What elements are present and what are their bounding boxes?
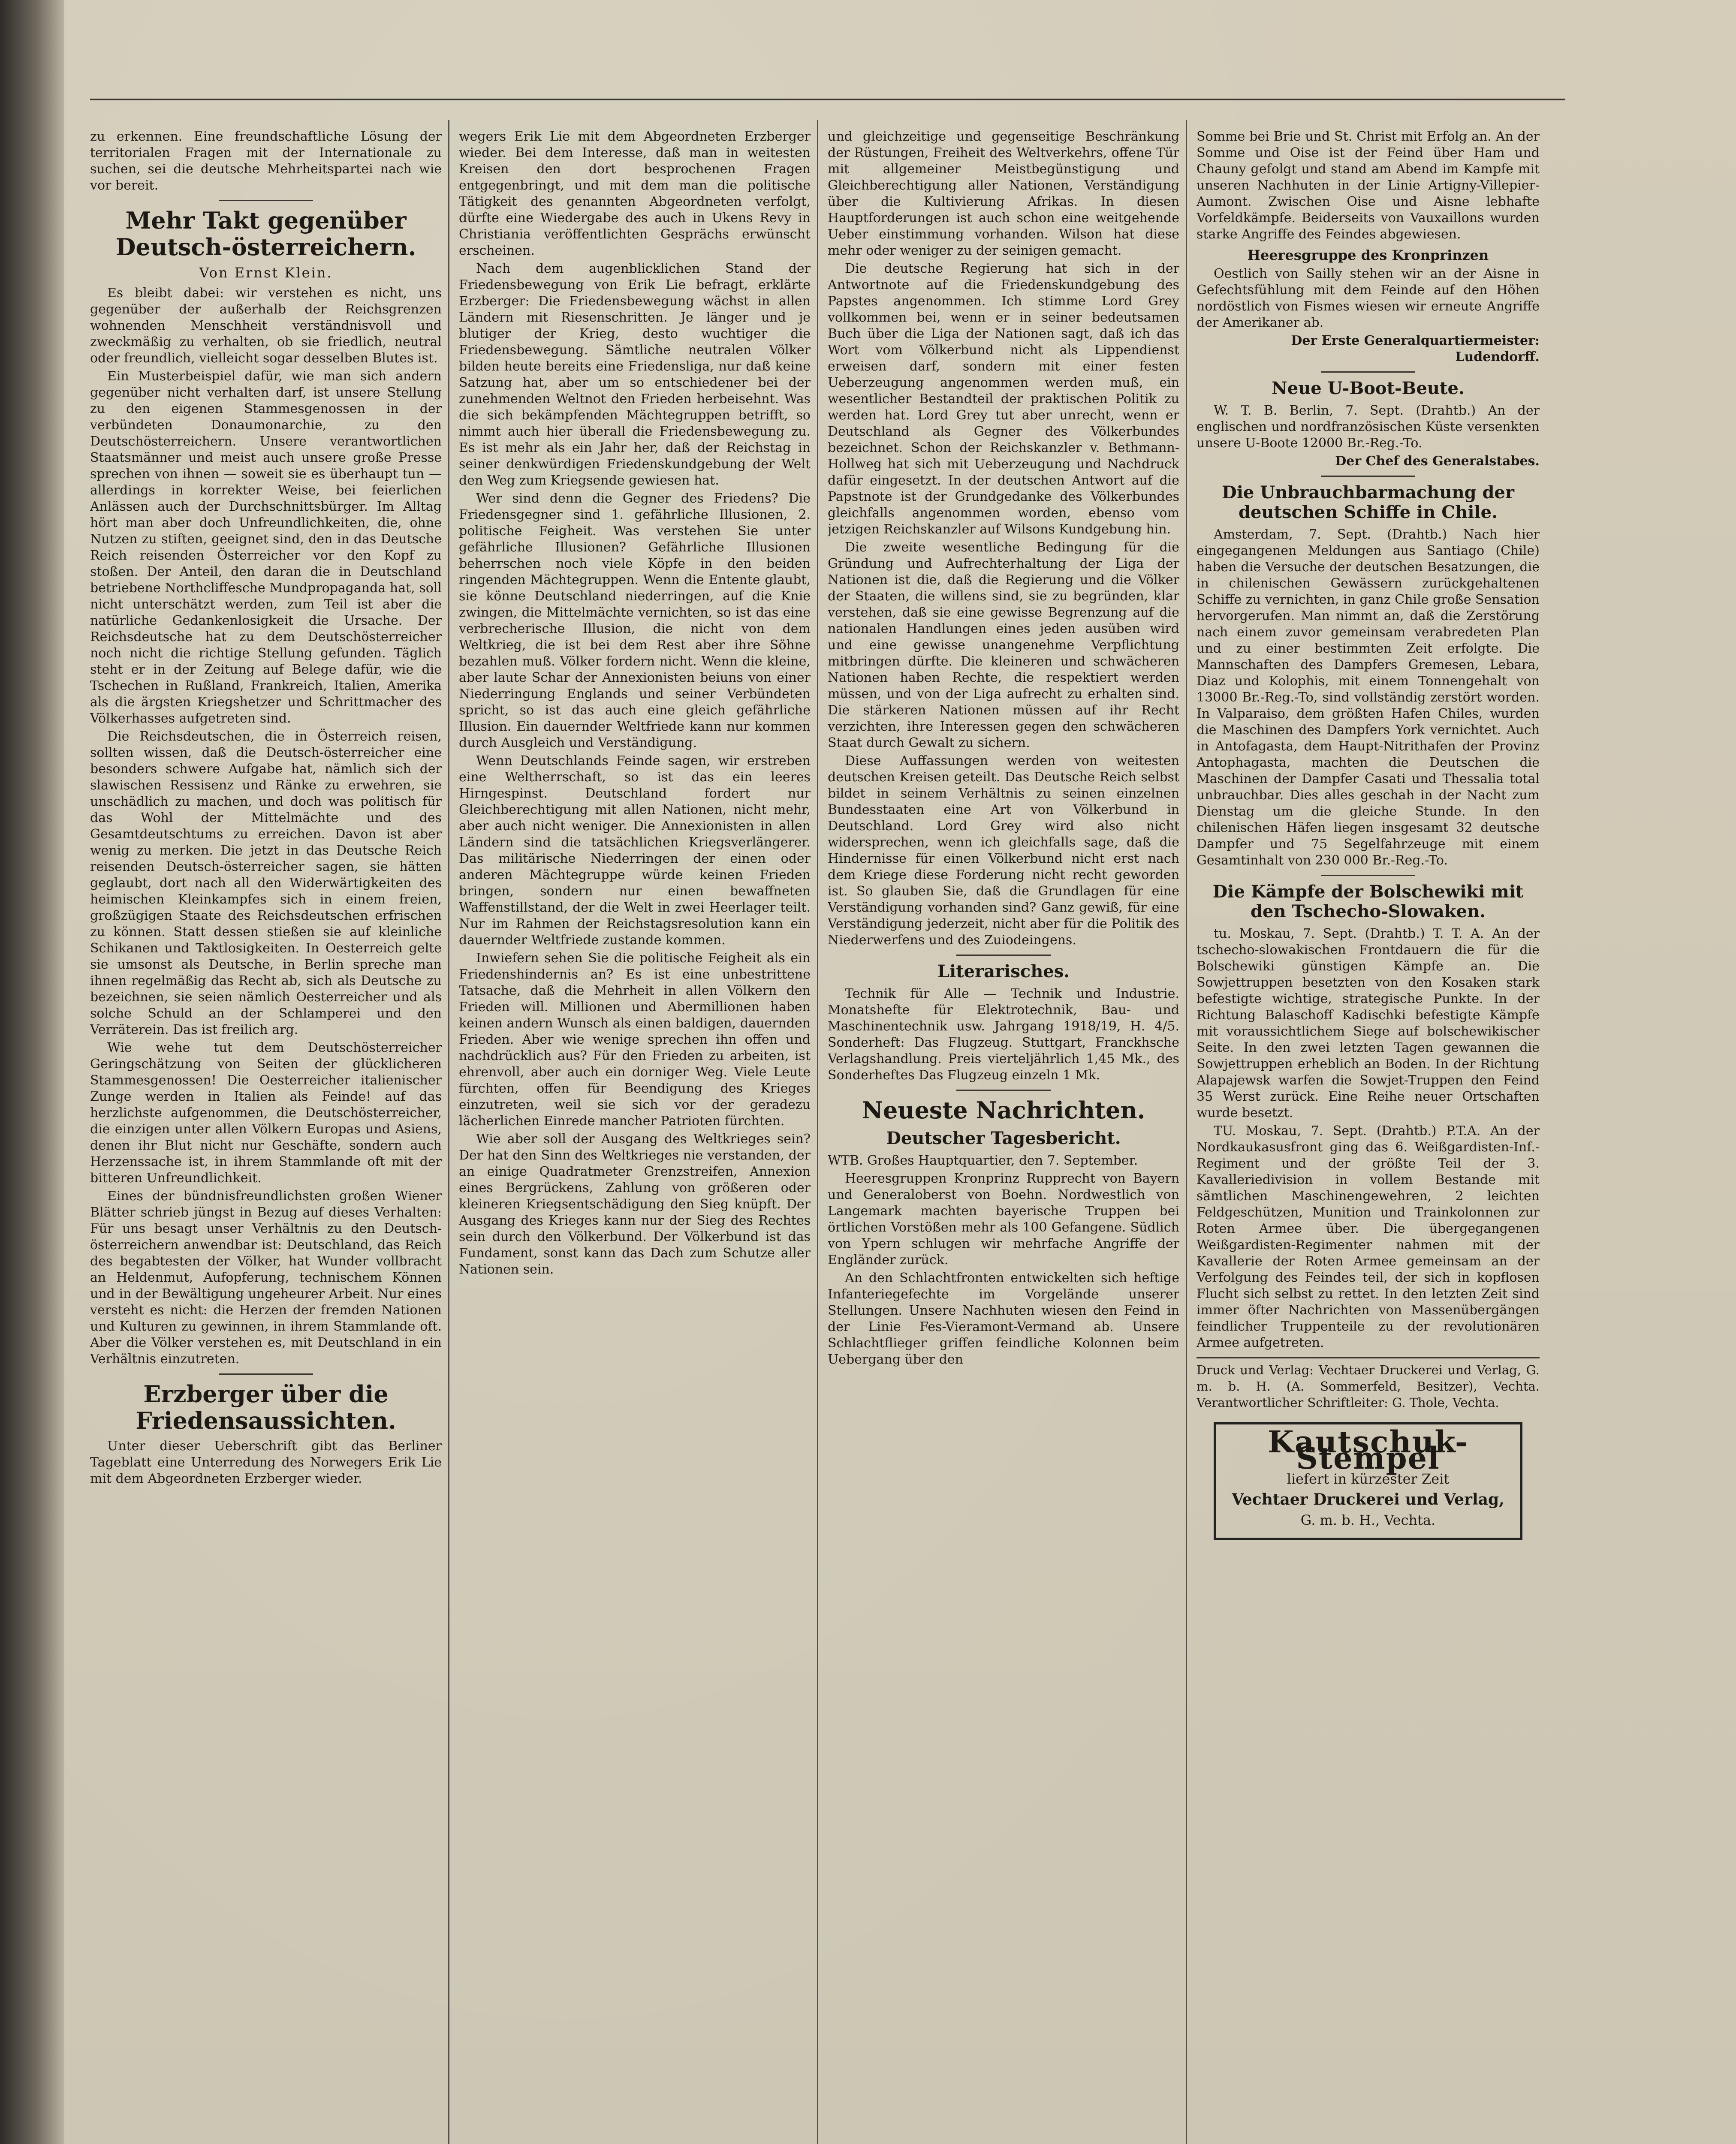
binding-fold xyxy=(0,0,64,2144)
paragraph: Heeresgruppen Kronprinz Rupprecht von Bayern und Generaloberst von Boehn. Nordwestlich von Langemark machten bayerische Truppen bei örtlichen Vorstößen mehr als 100 Gefangene. Südlich von Ypern schlugen wir mehrfache Angriffe der Engländer zurück. xyxy=(828,1171,1179,1268)
paragraph: Die deutsche Regierung hat sich in der Antwortnote auf die Friedenskundgebung des Papstes angenommen. Ich stimme Lord Grey vollkommen bei, wenn er in seiner bedeutsamen Buch über die Liga der Nationen sagt, daß ich das Wort vom Völkerbund nicht als Lippendienst erweisen darf, sondern mit einer festen Ueberzeugung angenommen werden muß, ein wesentlicher Bestandteil der praktischen Politik zu werden hat. Lord Grey tut aber unrecht, wenn er Deutschland als Gegner des Völkerbundes bezeichnet. Schon der Reichskanzler v. Bethmann-Hollweg hat sich mit Ueberzeugung und Nachdruck dafür eingesetzt. In der deutschen Antwort auf die Papstnote ist der Grundgedanke des Völkerbundes gleichfalls angenommen worden, ebenso vom jetzigen Reichskanzler auf Wilsons Kundgebung hin. xyxy=(828,261,1179,537)
paragraph: Amsterdam, 7. Sept. (Drahtb.) Nach hier eingegangenen Meldungen aus Santiago (Chile) haben die Versuche der deutschen Besatzungen, die in chilenischen Gewässern zurückgehaltenen Schiffe zu vernichten, in ganz Chile große Sensation hervorgerufen. Man nimmt an, daß die Zerstörung nach einem zuvor gemeinsam verabredeten Plan und zu einer bestimmten Zeit erfolgte. Die Mannschaften des Dampfers Gremesen, Lebara, Diaz und Kolophis, mit einem Tonnengehalt von 13000 Br.-Reg.-To, sind vollständig zerstört worden. In Valparaiso, dem größten Hafen Chiles, wurden die Maschinen des Dampfers York vernichtet. Auch in Antofagasta, dem Haupt-Nitrithafen der Provinz Antophagasta, machten die Deutschen die Maschinen der Dampfer Casati und Thessalia total unbrauchbar. Dies alles geschah in der Nacht zum Dienstag um die gleiche Stunde. In den chilenischen Häfen liegen insgesamt 32 deutsche Dampfer und 75 Segelfahrzeuge mit einem Gesamtinhalt von 230 000 Br.-Reg.-To. xyxy=(1197,527,1540,868)
divider xyxy=(1321,476,1415,477)
paragraph: Somme bei Brie und St. Christ mit Erfolg an. An der Somme und Oise ist der Feind über Ham und Chauny gefolgt und stand am Abend im Kampfe mit unseren Nachhuten in der Linie Artigny-Villepier-Aumont. Zwischen Oise und Aisne lebhafte Vorfeldkämpfe. Beiderseits von Vauxaillons wurden starke Angriffe des Feindes abgewiesen. xyxy=(1197,129,1540,242)
paragraph: Eines der bündnisfreundlichsten großen Wiener Blätter schrieb jüngst in Bezug auf dieses Verhalten: Für uns besagt unser Verhältnis zu den Deutsch-österreichern anwendbar ist: Deutschland, das Reich des begabtesten der Völker, hat Wunder vollbracht an Heldenmut, Aufopferung, technischem Können und in der Bewältigung ungeheurer Arbeit. Nur eines versteht es nicht: die Herzen der fremden Nationen und Kulturen zu gewinnen, in ihrem Stammlande oft. Aber die Völker verstehen es, mit Deutschland in ein Verhältnis einzutreten. xyxy=(90,1189,442,1367)
news-heading: Neueste Nachrichten. xyxy=(862,1096,1145,1124)
column-2 xyxy=(459,129,811,2144)
column-rule xyxy=(1186,120,1187,2144)
divider xyxy=(1321,875,1415,876)
news-dateline: WTB. Großes Hauptquartier, den 7. September. xyxy=(828,1153,1138,1168)
paragraph: Wie aber soll der Ausgang des Weltkrieges sein? Der hat den Sinn des Weltkrieges nie verstanden, der an einige Quadratmeter Grenzstreifen, Annexion eines Bergrückens, Zahlung von größeren oder kleineren Kriegsentschädigung den Sieg knüpft. Der Ausgang des Krieges kann nur der Sieg des Rechtes sein durch den Völkerbund. Der Völkerbund ist das Fundament, sonst kann das Dach zum Schutze aller Nationen sein. xyxy=(459,1132,811,1277)
divider xyxy=(219,1373,313,1375)
column-1 xyxy=(90,129,442,2144)
column-rule xyxy=(448,120,449,2144)
byline: Von Ernst Klein. xyxy=(199,265,333,281)
paragraph: W. T. B. Berlin, 7. Sept. (Drahtb.) An der englischen und nordfranzösischen Küste versenkten unsere U-Boote 12000 Br.-Reg.-To. xyxy=(1197,403,1540,451)
advertisement-box xyxy=(1214,1422,1522,1540)
paragraph: und gleichzeitige und gegenseitige Beschränkung der Rüstungen, Freiheit des Weltverkehrs, offene Tür mit allgemeiner Meistbegünstigung und Gleichberechtigung aller Nationen, Verständigung über die Kultivierung Afrikas. In diesen Hauptforderungen ist auch schon eine weitgehende Ueber einstimmung vorhanden. Wilson hat diese mehr oder weniger zu der seinigen gemacht. xyxy=(828,129,1179,258)
paragraph: Diese Auffassungen werden von weitesten deutschen Kreisen geteilt. Das Deutsche Reich selbst bildet in seinem Verhältnis zu seinen einzelnen Bundesstaaten eine Art von Völkerbund in Deutschland. Lord Grey wird also nicht widersprechen, wenn ich gleichfalls sage, daß die Hindernisse für einen Völkerbund nicht erst nach dem Kriege diese Forderung nicht recht geworden ist. So glauben Sie, daß die Grundlagen für eine Verständigung vorhanden sind? Ganz gewiß, für eine Verständigung jederzeit, nicht aber für die Politik des Niederwerfens und des Zuiodeingens. xyxy=(828,753,1179,948)
paragraph: wegers Erik Lie mit dem Abgeordneten Erzberger wieder. Bei dem Interesse, daß man in weitesten Kreisen den dort besprochenen Fragen entgegenbringt, und mit dem man die politische Tätigkeit des genannten Abgeordneten verfolgt, dürfte eine Wiedergabe des auch in Ukens Revy in Christiania veröffentlichten Gesprächs erwünscht erscheinen. xyxy=(459,129,811,258)
signature-ludendorff: Der Erste Generalquartiermeister: Ludendorff. xyxy=(1291,333,1540,364)
article-heading-uboot: Neue U-Boot-Beute. xyxy=(1272,378,1465,398)
paragraph: Wenn Deutschlands Feinde sagen, wir erstreben eine Weltherrschaft, so ist das ein leeres Hirngespinst. Deutschland fordert nur Gleichberechtigung mit allen Nationen, nicht mehr, aber auch nicht weniger. Die Annexionisten in allen Ländern sind die tatsächlichen Kriegsverlängerer. Das militärische Niederringen der einen oder anderen Mächtegruppe würde keinen Frieden bringen, sondern nur einen bewaffneten Waffenstillstand, der die Welt in zwei Heerlager teilt. Nur im Rahmen der Reichstagsresolution kann ein dauernder Weltfriede zustande kommen. xyxy=(459,753,811,948)
literature-text: Technik für Alle — Technik und Industrie. Monatshefte für Elektrotechnik, Bau- und Maschinentechnik usw. Jahrgang 1918/19, H. 4/5. Sonderheft: Das Flugzeug. Stuttgart, Franckhsche Verlagshandlung. Preis vierteljährlich 1,45 Mk., des Sonderheftes Das Flugzeug einzeln 1 Mk. xyxy=(828,986,1179,1083)
divider xyxy=(956,955,1051,956)
divider xyxy=(219,200,313,201)
column-3 xyxy=(828,129,1179,2144)
divider xyxy=(956,1090,1051,1091)
paragraph: TU. Moskau, 7. Sept. (Drahtb.) P.T.A. An der Nordkaukasusfront ging das 6. Weißgardisten-Inf.-Regiment und der größte Teil der 3. Kavalleriedivision in vollem Bestande mit sämtlichen Maschinengewehren, 2 leichten Feldgeschützen, Munition und Trainkolonnen zur Roten Armee über. Die übergegangenen Weißgardisten-Regimenter nahmen mit der Kavallerie der Roten Armee gemeinsam an der Verfolgung des Feindes teil, der sich in kopflosen Flucht sich selbst zu rettet. In den letzten Zeit sind immer öfter Nachrichten von Massenübergängen feindlicher Truppenteile zu der revolutionären Armee aufgetreten. xyxy=(1197,1123,1540,1350)
ad-line: liefert in kürzester Zeit xyxy=(1287,1471,1450,1487)
ad-title: Kautschuk-Stempel xyxy=(1268,1424,1468,1476)
literature-heading: Literarisches. xyxy=(937,961,1070,982)
paragraph: An den Schlachtfronten entwickelten sich heftige Infanteriegefechte im Vorgelände unserer Stellungen. Unsere Nachhuten wiesen den Feind in der Linie Fes-Vieramont-Vermand ab. Unsere Schlachtflieger griffen feindliche Kolonnen beim Uebergang über den xyxy=(828,1271,1179,1367)
article-heading-chile: Die Unbrauchbarmachung der deutschen Schiffe in Chile. xyxy=(1222,482,1514,522)
paragraph: Ein Musterbeispiel dafür, wie man sich andern gegenüber nicht verhalten darf, ist unsere Stellung zu den eigenen Stammesgenossen in der verbündeten Donaumonarchie, zu den Deutschösterreichern. Unsere verantwortlichen Staatsmänner und meist auch unsere große Presse sprechen von ihnen — soweit sie es überhaupt tun — allerdings in korrekter Weise, bei feierlichen Anlässen auch der Durchschnittsbürger. Im Alltag hört man aber doch Unfreundlichkeiten, die, ohne Nutzen zu stiften, geeignet sind, den in das Deutsche Reich reisenden Österreicher vor den Kopf zu stoßen. Der Anteil, den daran die in Deutschland betriebene Northcliffesche Mundpropaganda hat, soll nicht unterschätzt werden, zum Teil ist aber die natürliche Gedankenlosigkeit die Ursache. Der Reichsdeutsche hat zu dem Deutschösterreicher noch nicht die richtige Stellung gefunden. Täglich steht er in der Zeitung auf Belege dafür, wie die Tschechen in Rußland, Frankreich, Italien, Amerika als die ärgsten Kriegshetzer und Schrittmacher des Völkerhasses aufgetreten sind. xyxy=(90,369,442,726)
article-heading-erzberger: Erzberger über die Friedensaussichten. xyxy=(136,1380,396,1435)
column-4 xyxy=(1197,129,1540,2144)
article-heading-takt: Mehr Takt gegenüber Deutsch-österreichern. xyxy=(115,207,416,261)
article-heading-bolschewiki: Die Kämpfe der Bolschewiki mit den Tschecho-Slowaken. xyxy=(1212,882,1524,921)
news-subheading: Deutscher Tagesbericht. xyxy=(886,1128,1121,1149)
paragraph: Wer sind denn die Gegner des Friedens? Die Friedensgegner sind 1. gefährliche Illusionen, 2. politische Feigheit. Was verstehen Sie unter gefährliche Illusionen? Gefährliche Illusionen beherrschen noch viele Köpfe in den beiden ringenden Mächtegruppen. Wenn die Entente glaubt, sie könne Deutschland niederringen, auf die Knie zwingen, die Mittelmächte vernichten, so ist das eine verbrecherische Illusion, die nicht von dem Weltkrieg, die ist bei dem Rest aber ihre Söhne bezahlen muß. Völker fordern nicht. Wenn die kleine, aber laute Schar der Annexionisten beiuns von einer Niederringung Englands und seiner Verbündeten spricht, so ist das auch eine gleich gefährliche Illusion. Ein dauernder Weltfriede kann nur kommen durch Ausgleich und Verständigung. xyxy=(459,491,811,750)
ad-line: Vechtaer Druckerei und Verlag, xyxy=(1232,1491,1504,1509)
ad-line: G. m. b. H., Vechta. xyxy=(1300,1512,1436,1528)
paragraph: Unter dieser Ueberschrift gibt das Berliner Tageblatt eine Unterredung des Norwegers Erik Lie mit dem Abgeordneten Erzberger wieder. xyxy=(90,1439,442,1487)
signature-generalstab: Der Chef des Generalstabes. xyxy=(1335,454,1540,469)
paragraph: Die Reichsdeutschen, die in Österreich reisen, sollten wissen, daß die Deutsch-österreicher eine besonders schwere Aufgabe hat, nämlich sich der slawischen Ressisenz und Ränke zu erwehren, sie unschädlich zu machen, und doch was politisch für das Wohl der Mittelmächte und des Gesamtdeutschtums zu erreichen. Davon ist aber wenig zu merken. Die jetzt in das Deutsche Reich reisenden Deutsch-österreicher sagen, sie hätten geglaubt, dort nach all den Widerwärtigkeiten des heimischen Kleinkampfes sich in einem freien, großzügigen Staate des Reichsdeutschen erfrischen zu können. Statt dessen stießen sie auf kleinliche Schikanen und Taktlosigkeiten. In Oesterreich gelte sie umsonst als Deutsche, in Berlin spreche man ihnen regelmäßig das Recht ab, sich als Deutsche zu bezeichnen, sie seien nämlich Oesterreicher und als solche Schuld an der Schlamperei und den Verräterein. Das ist freilich arg. xyxy=(90,729,442,1038)
paragraph: Inwiefern sehen Sie die politische Feigheit als ein Friedenshindernis an? Es ist eine unbestrittene Tatsache, daß die Mehrheit in allen Völkern den Frieden will. Millionen und Abermillionen haben keinen andern Wunsch als einen baldigen, dauernden Frieden. Aber wie wenige sprechen ihn offen und nachdrücklich aus? Für den Frieden zu arbeiten, ist ehrenvoll, aber auch ein dorniger Weg. Viele Leute fürchten, offen für Beendigung des Krieges einzutreten, weil sie sich vor der geradezu lächerlichen Einrede mancher Patrioten fürchten. xyxy=(459,951,811,1129)
paragraph: Nach dem augenblicklichen Stand der Friedensbewegung von Erik Lie befragt, erklärte Erzberger: Die Friedensbewegung wächst in allen Ländern mit Riesenschritten. Je länger und je blutiger der Krieg, desto wuchtiger die Friedensbewegung. Sämtliche neutralen Völker bilden heute bereits eine Friedensliga, nur daß keine Satzung hat, aber um so entschiedener bei der zunehmenden Weltnot den Frieden herbeisehnt. Was die sich bekämpfenden Mächtegruppen betrifft, so nimmt auch hier überall die Friedensbewegung zu. Es ist mehr als ein Jahr her, daß der Reichstag in seiner denkwürdigen Friedenskundgebung der Welt den Weg zum Kriegsende gewiesen hat. xyxy=(459,261,811,488)
newspaper-page xyxy=(64,0,1736,2144)
paragraph: Es bleibt dabei: wir verstehen es nicht, uns gegenüber der außerhalb der Reichsgrenzen wohnenden Menschheit verständnisvoll und zweckmäßig zu verhalten, ob sie friedlich, neutral oder freundlich, vielleicht sogar desselben Blutes ist. xyxy=(90,286,442,366)
paragraph: tu. Moskau, 7. Sept. (Drahtb.) T. T. A. An der tschecho-slowakischen Frontdauern die für die Bolschewiki günstigen Kämpfe an. Die Sowjettruppen besetzten von den Kosaken stark befestigte wichtige, strategische Punkte. In der Richtung Balaschoff Kadischki befestigte Kämpfe mit voraussichtlichem Siege auf bolschewikischer Seite. In den zwei letzten Tagen gewannen die Sowjettruppen erheblich an Boden. In der Richtung Alapajewsk warfen die Sowjet-Truppen den Feind 35 Werst zurück. Eine Reihe neuer Ortschaften wurde besetzt. xyxy=(1197,926,1540,1120)
section-heading-kronprinz: Heeresgruppe des Kronprinzen xyxy=(1247,247,1489,263)
column-rule xyxy=(817,120,818,2144)
paragraph: Die zweite wesentliche Bedingung für die Gründung und Aufrechterhaltung der Liga der Nationen ist die, daß die Regierung und die Völker der Staaten, die willens sind, sie zu begründen, klar verstehen, daß sie eine gewisse Begrenzung auf die nationalen Handlungen eines jeden ausüben wird und eine gewisse unangenehme Verpflichtung mitbringen dürfte. Die kleineren und schwächeren Nationen haben Rechte, die respektiert werden müssen, und von der Liga aufrecht zu erhalten sind. Die stärkeren Nationen müssen auf ihr Recht verzichten, ihre Interessen gegen den schwächeren Staat durch Gewalt zu sichern. xyxy=(828,540,1179,750)
header-rule xyxy=(90,99,1565,100)
paragraph: Oestlich von Sailly stehen wir an der Aisne in Gefechtsfühlung mit dem Feinde auf den Höhen nordöstlich von Fismes wiesen wir erneute Angriffe der Amerikaner ab. xyxy=(1197,266,1540,330)
article-intro: zu erkennen. Eine freundschaftliche Lösung der territorialen Fragen mit der Internationale zu suchen, sei die deutsche Mehrheitspartei nach wie vor bereit. xyxy=(90,129,442,193)
impressum: Druck und Verlag: Vechtaer Druckerei und Verlag, G. m. b. H. (A. Sommerfeld, Besitzer), Vechta. Verantwortlicher Schriftleiter: G. Thole, Vechta. xyxy=(1197,1357,1540,1411)
divider xyxy=(1321,371,1415,373)
paragraph: Wie wehe tut dem Deutschösterreicher Geringschätzung von Seiten der glücklicheren Stammesgenossen! Die Oesterreicher italienischer Zunge werden in Italien als Feinde! auf das herzlichste aufgenommen, die Deutschösterreicher, die einzigen unter allen Völkern Europas und Asiens, denen ihr Blut nicht nur Geschäfte, sondern auch Herzenssache ist, in ihrem Stammlande oft mit der bitteren Unfreundlichkeit. xyxy=(90,1040,442,1186)
